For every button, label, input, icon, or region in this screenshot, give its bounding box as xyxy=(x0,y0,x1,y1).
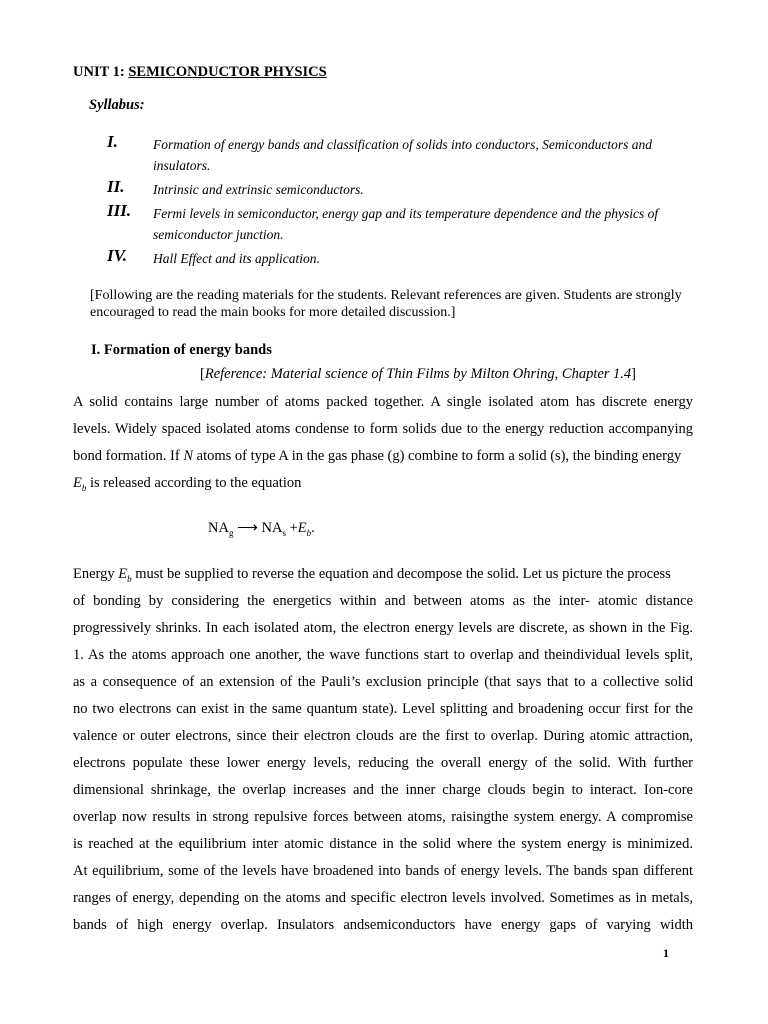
paragraph-2 xyxy=(73,561,693,939)
subscript-b: b xyxy=(81,482,87,493)
paragraph-line: A solid contains large number of atoms packed together. A single isolated atom has discrete energy xyxy=(73,394,693,410)
syllabus-item-text: Formation of energy bands and classification of solids into conductors, Semiconductors and insulators. xyxy=(153,137,652,173)
reading-note: [Following are the reading materials for the students. Relevant references are given. Students are strongly encouraged to read the main books for more detailed discussion.] xyxy=(90,288,682,320)
reference-close-bracket: ] xyxy=(631,366,637,382)
paragraph-line: ranges of energy, depending on the atoms and specific electron levels involved. Sometimes as in metals, xyxy=(73,890,693,906)
eq-plus: + xyxy=(285,520,298,536)
variable-n: N xyxy=(183,448,194,464)
text-run: is released according to the equation xyxy=(86,475,302,491)
page-number: 1 xyxy=(663,946,669,960)
subscript-b: b xyxy=(127,573,132,584)
variable-e: E xyxy=(118,566,128,582)
paragraph-line: 1. As the atoms approach one another, the wave functions start to overlap and theindividual levels split, xyxy=(73,647,693,663)
paragraph-line: electrons populate these lower energy levels, reducing the overall energy of the solid. With further xyxy=(73,755,693,771)
paragraph-line: progressively shrinks. In each isolated atom, the electron energy levels are discrete, as shown in the Fig. xyxy=(73,620,693,636)
syllabus-item-text: Hall Effect and its application. xyxy=(153,251,320,266)
unit-title xyxy=(73,64,327,81)
syllabus-item-number: II. xyxy=(107,177,125,196)
section-heading: I. Formation of energy bands xyxy=(91,342,272,358)
reference-text: Reference: Material science of Thin Films by Milton Ohring, Chapter 1.4 xyxy=(204,366,632,382)
paragraph-line: levels. Widely spaced isolated atoms condense to form solids due to the energy reduction accompanying xyxy=(73,421,693,437)
syllabus-item-number: I. xyxy=(107,132,118,151)
paragraph-1 xyxy=(73,389,693,497)
paragraph-line xyxy=(73,561,693,588)
paragraph-line: as a consequence of an extension of the Pauli’s exclusion principle (that says that to a collective solid xyxy=(73,674,693,690)
paragraph-line: dimensional shrinkage, the overlap increases and the inner charge clouds begin to interact. Ion-core xyxy=(73,782,693,798)
syllabus-item-text: Intrinsic and extrinsic semiconductors. xyxy=(153,182,364,197)
binding-equation xyxy=(208,520,315,538)
unit-prefix: UNIT 1: xyxy=(73,64,129,80)
text-run: must be supplied to reverse the equation and decompose the solid. Let us picture the process xyxy=(131,566,671,582)
paragraph-line: bands of high energy overlap. Insulators andsemiconductors have energy gaps of varying width xyxy=(73,917,693,933)
paragraph-line xyxy=(73,470,693,497)
eq-sub-b: b xyxy=(306,527,312,538)
unit-name: SEMICONDUCTOR PHYSICS xyxy=(128,64,327,80)
paragraph-line: no two electrons can exist in the same quantum state). Level splitting and broadening occur first for the xyxy=(73,701,693,717)
variable-e: E xyxy=(73,475,82,491)
reference-line xyxy=(200,366,636,383)
paragraph-line: At equilibrium, some of the levels have broadened into bands of energy levels. The bands span different xyxy=(73,863,693,879)
syllabus-item-number: III. xyxy=(107,201,132,220)
paragraph-line: is reached at the equilibrium inter atomic distance in the solid where the system energy is minimized. xyxy=(73,836,693,852)
eq-arrow-na: ⟶ NA xyxy=(233,520,283,536)
text-run: atoms of type A in the gas phase (g) combine to form a solid (s), the binding energy xyxy=(193,448,682,464)
eq-na: NA xyxy=(208,520,229,536)
syllabus-heading: Syllabus: xyxy=(89,97,145,113)
text-run: Energy xyxy=(73,566,119,582)
eq-sub-g: g xyxy=(228,527,234,538)
syllabus-item-number: IV. xyxy=(107,246,128,265)
eq-e: E xyxy=(297,520,307,536)
text-run: bond formation. If xyxy=(73,448,184,464)
syllabus-item-text: Fermi levels in semiconductor, energy gap and its temperature dependence and the physics of semiconductor junction. xyxy=(153,206,659,242)
paragraph-line: of bonding by considering the energetics within and between atoms as the inter- atomic distance xyxy=(73,593,693,609)
paragraph-line: valence or outer electrons, since their electron clouds are the first to overlap. During atomic attraction, xyxy=(73,728,693,744)
paragraph-line xyxy=(73,443,693,470)
eq-dot: . xyxy=(311,520,315,536)
reference-open-bracket: [ xyxy=(200,366,205,382)
eq-sub-s: s xyxy=(282,527,286,538)
paragraph-line: overlap now results in strong repulsive forces between atoms, raisingthe system energy. A compromise xyxy=(73,809,693,825)
